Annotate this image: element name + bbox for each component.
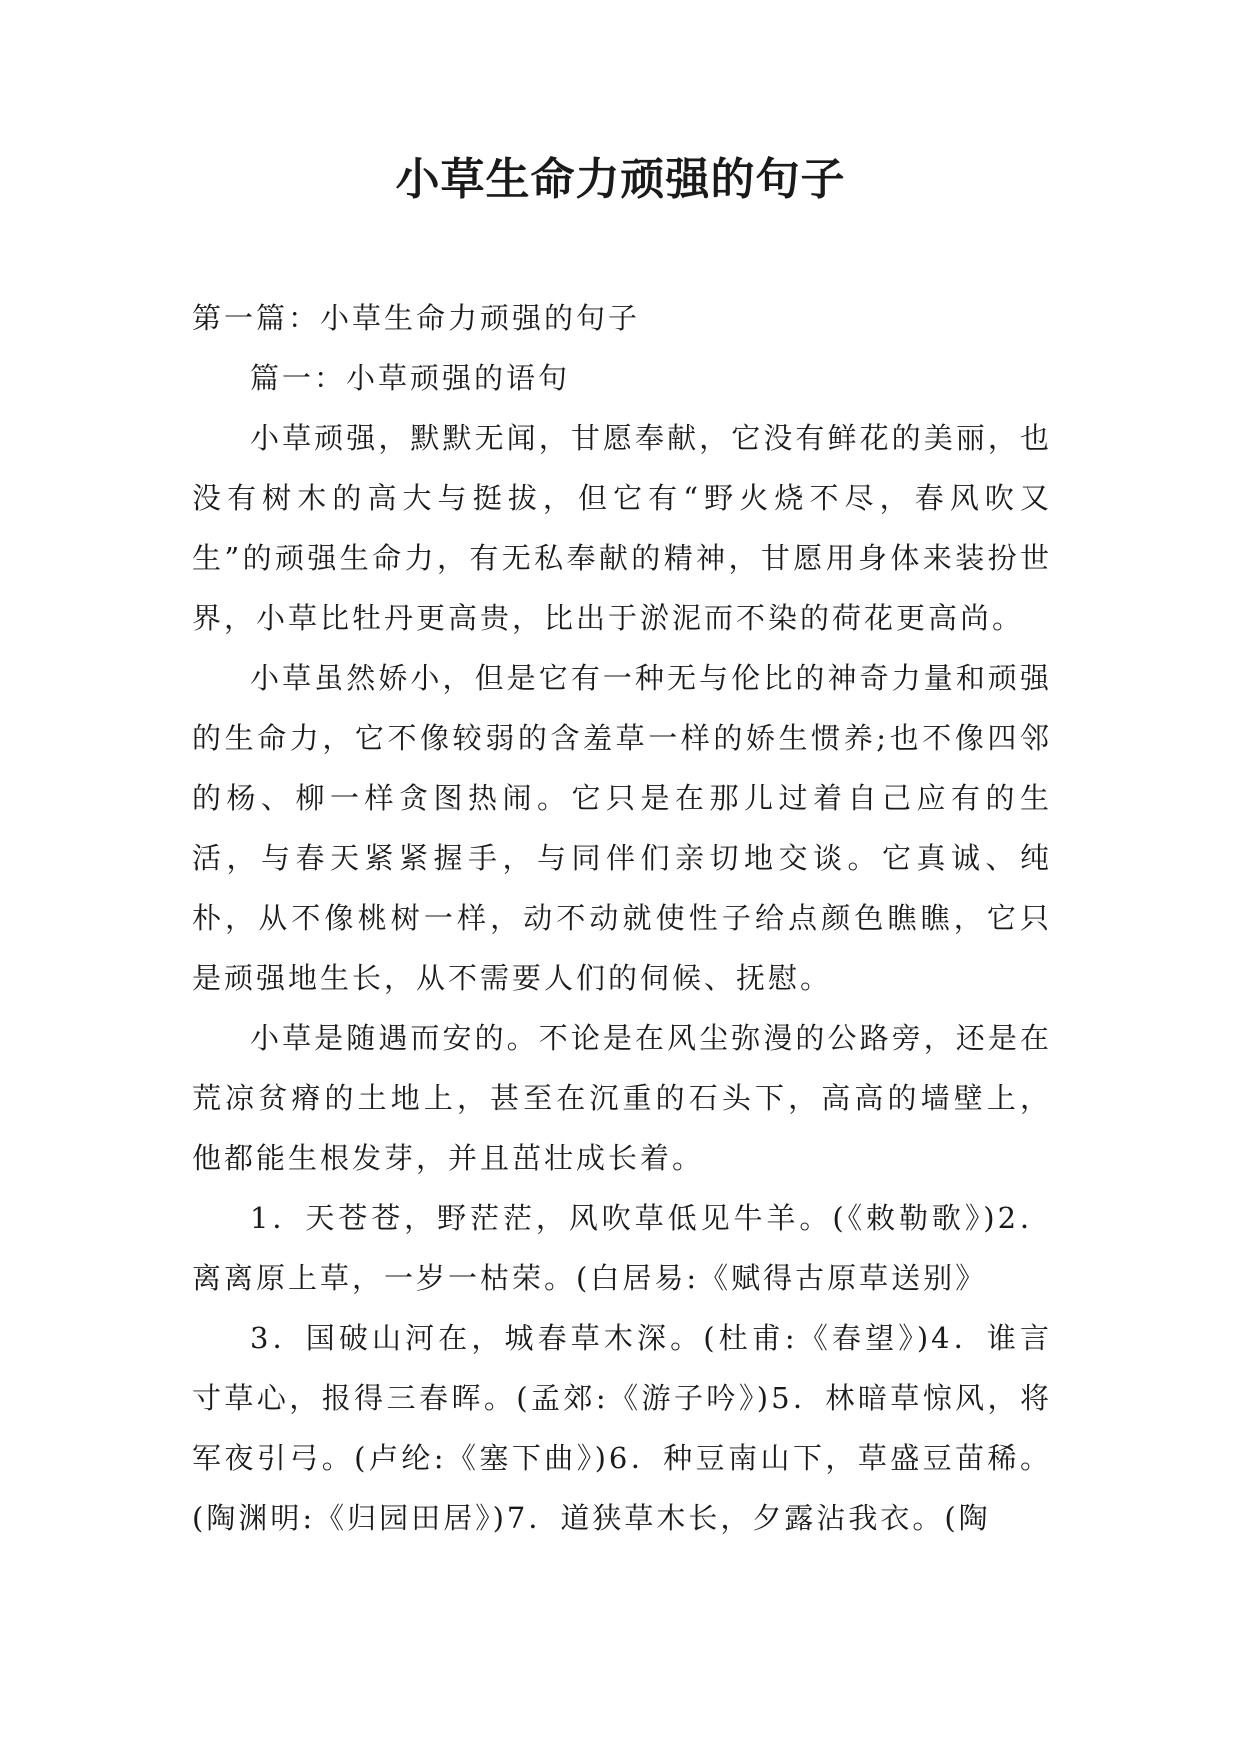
paragraph-poem-list: 3．国破山河在，城春草木深。(杜甫:《春望》)4．谁言寸草心，报得三春晖。(孟郊:《游子吟》)5．林暗草惊风，将军夜引弓。(卢纶:《塞下曲》)6．种豆南山下，草盛豆苗稀。(陶渊明:《归园田居》)7．道狭草木长，夕露沾我衣。(陶 xyxy=(192,1321,1052,1535)
paragraph-poem-list: 1．天苍苍，野茫茫，风吹草低见牛羊。(《敕勒歌》)2．离离原上草，一岁一枯荣。(白居易:《赋得古原草送别》 xyxy=(192,1201,1052,1295)
document-title: 小草生命力顽强的句子 xyxy=(395,154,846,205)
paragraph: 小草是随遇而安的。不论是在风尘弥漫的公路旁，还是在荒凉贫瘠的土地上，甚至在沉重的石头下，高高的墙壁上，他都能生根发芽，并且茁壮成长着。 xyxy=(192,1021,1052,1175)
section-heading: 第一篇：小草生命力顽强的句子 xyxy=(192,301,641,335)
paragraph-subheading: 篇一：小草顽强的语句 xyxy=(250,361,571,395)
paragraph: 小草虽然娇小，但是它有一种无与伦比的神奇力量和顽强的生命力，它不像较弱的含羞草一样的娇生惯养;也不像四邻的杨、柳一样贪图热闹。它只是在那儿过着自己应有的生活，与春天紧紧握手，与同伴们亲切地交谈。它真诚、纯朴，从不像桃树一样，动不动就使性子给点颜色瞧瞧，它只是顽强地生长，从不需要人们的伺候、抚慰。 xyxy=(192,661,1052,995)
document-body xyxy=(192,288,1052,1548)
paragraph: 小草顽强，默默无闻，甘愿奉献，它没有鲜花的美丽，也没有树木的高大与挺拔，但它有“野火烧不尽，春风吹又生”的顽强生命力，有无私奉献的精神，甘愿用身体来装扮世界，小草比牡丹更高贵，比出于淤泥而不染的荷花更高尚。 xyxy=(192,421,1052,635)
